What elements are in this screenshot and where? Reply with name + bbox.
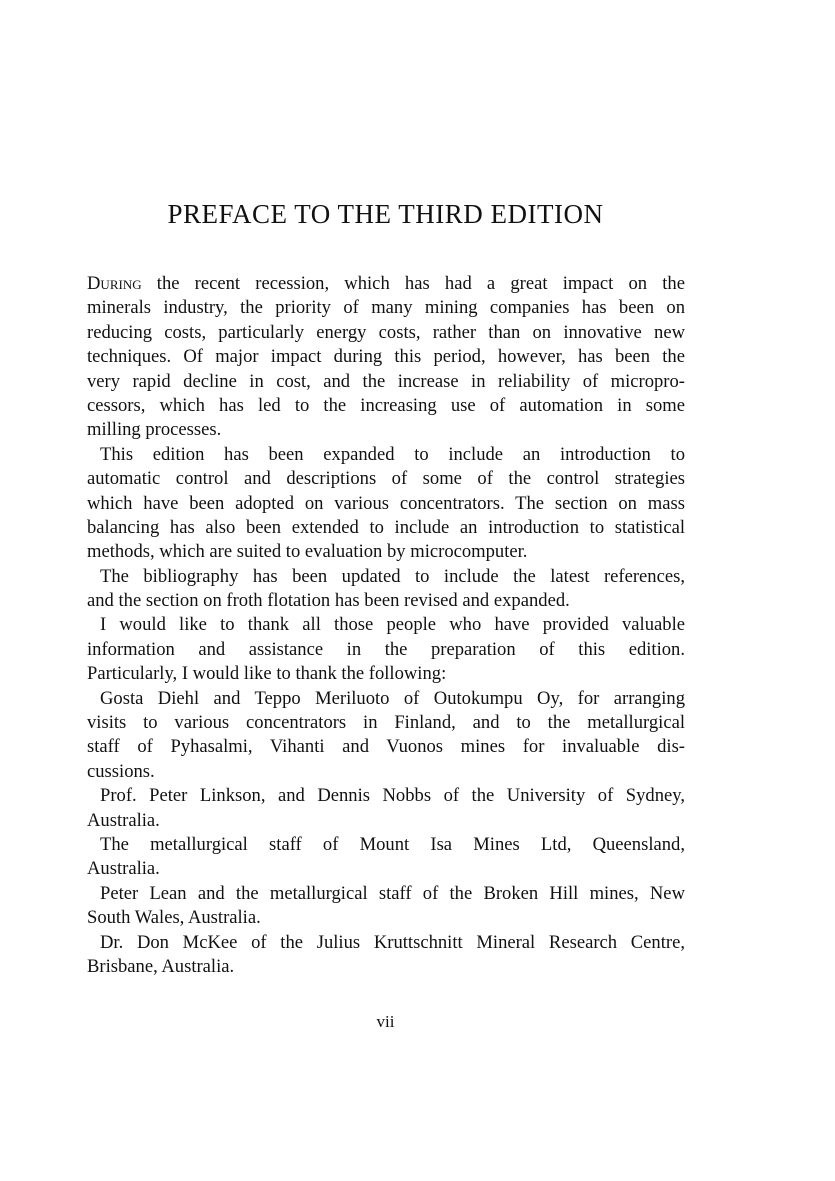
text-line: South Wales, Australia. <box>87 907 261 929</box>
text-line: During the recent recession, which has had a great impact on the <box>87 273 685 294</box>
text-line: Australia. <box>87 858 160 880</box>
text-line: reducing costs, particularly energy costs, rather than on innovative new <box>87 321 685 343</box>
text-line: Particularly, I would like to thank the following: <box>87 663 447 685</box>
text-line: which have been adopted on various concentrators. The section on mass <box>87 492 685 514</box>
page-title: PREFACE TO THE THIRD EDITION <box>167 199 604 229</box>
text-line: cessors, which has led to the increasing use of automation in some <box>87 394 685 416</box>
text-line: This edition has been expanded to include an introduction to <box>100 443 685 465</box>
text-line: visits to various concentrators in Finland, and to the metallurgical <box>87 712 685 734</box>
text-line: information and assistance in the preparation of this edition. <box>87 638 685 660</box>
drop-word: During <box>87 273 142 294</box>
text-line: Gosta Diehl and Teppo Meriluoto of Outokumpu Oy, for arranging <box>100 687 685 709</box>
text-line: automatic control and descriptions of some of the control strategies <box>87 468 685 490</box>
text-line: Peter Lean and the metallurgical staff of the Broken Hill mines, New <box>100 882 685 904</box>
text-line: Dr. Don McKee of the Julius Kruttschnitt Mineral Research Centre, <box>100 931 685 953</box>
text-line: minerals industry, the priority of many mining companies has been on <box>87 297 685 319</box>
text-line: cussions. <box>87 760 155 782</box>
text-line: Prof. Peter Linkson, and Dennis Nobbs of the University of Sydney, <box>100 785 685 807</box>
text-line: I would like to thank all those people who have provided valuable <box>100 614 685 636</box>
text-line: methods, which are suited to evaluation by microcomputer. <box>87 541 528 563</box>
text-line: techniques. Of major impact during this period, however, has been the <box>87 346 685 368</box>
text-line: Australia. <box>87 809 160 831</box>
text-line: balancing has also been extended to include an introduction to statistical <box>87 516 685 538</box>
page-number: vii <box>376 1012 395 1031</box>
text-line: The bibliography has been updated to include the latest references, <box>100 565 685 587</box>
text-line: milling processes. <box>87 419 222 441</box>
text-line: and the section on froth flotation has been revised and expanded. <box>87 590 570 612</box>
text-line: Brisbane, Australia. <box>87 955 235 977</box>
text-line: staff of Pyhasalmi, Vihanti and Vuonos mines for invaluable dis- <box>87 736 685 758</box>
text-line: very rapid decline in cost, and the increase in reliability of micropro- <box>87 370 685 392</box>
preface-body <box>87 272 685 979</box>
text-line: The metallurgical staff of Mount Isa Mines Ltd, Queensland, <box>100 833 685 855</box>
